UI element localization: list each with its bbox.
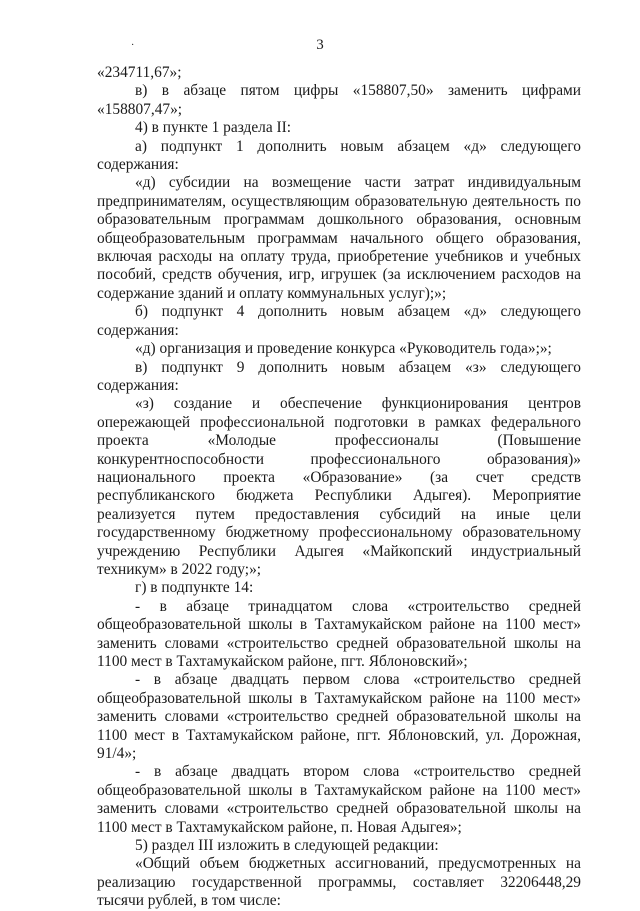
paragraph: «д) организация и проведение конкурса «Руководитель года»;»; (135, 340, 552, 358)
paragraph: - в абзаце тринадцатом слова «строительство средней общеобразовательной школы в Тахтамукайском районе на 1100 мест» заменить словами «строительство средней образовательной школы на 1100 мест в Тахтамукайском районе, пгт. Яблоновский»; (97, 597, 581, 670)
paragraph: - в абзаце двадцать первом слова «строительство средней общеобразовательной школы в Тахтамукайском районе на 1100 мест» заменить словами «строительство средней образовательной школы на 1100 мест в Тахтамукайском районе, пгт. Яблоновский, ул. Дорожная, 91/4»; (97, 671, 581, 763)
paragraph: г) в подпункте 14: (135, 579, 254, 597)
paragraph: 5) раздел III изложить в следующей редакции: (135, 837, 439, 855)
paragraph: «з) создание и обеспечение функционирования центров опережающей профессиональной подготовки в рамках федерального проекта «Молодые профессионалы (Повышение конкурентноспособности профессионального образования)» национального проекта «Образование» (за счет средств республиканского бюджета Республики Адыгея). Мероприятие реализуется путем предоставления субсидий на иные цели государственному бюджетному профессиональному образовательному учреждению Республики Адыгея «Майкопский индустриальный техникум» в 2022 году;»; (97, 395, 581, 578)
paragraph: 4) в пункте 1 раздела II: (135, 119, 292, 137)
scan-mark: · (131, 40, 135, 51)
paragraph: «Общий объем бюджетных ассигнований, предусмотренных на реализацию государственной программы, составляет 32206448,29 тысячи рублей, в том числе: (97, 855, 581, 910)
document-body (97, 64, 581, 911)
paragraph: б) подпункт 4 дополнить новым абзацем «д» следующего содержания: (97, 303, 581, 339)
paragraph: в) в абзаце пятом цифры «158807,50» заменить цифрами «158807,47»; (97, 82, 581, 118)
paragraph: «234711,67»; (97, 64, 182, 81)
paragraph: - в абзаце двадцать втором слова «строительство средней общеобразовательной школы в Тахтамукайском районе на 1100 мест» заменить словами «строительство средней образовательной школы на 1100 мест в Тахтамукайском районе, п. Новая Адыгея»; (97, 763, 581, 836)
paragraph: в) подпункт 9 дополнить новым абзацем «з» следующего содержания: (97, 358, 581, 394)
paragraph: «д) субсидии на возмещение части затрат индивидуальным предпринимателям, осуществляющим образовательную деятельность по образовательным программам дошкольного образования, основным общеобразовательным программам начального общего образования, включая расходы на оплату труда, приобретение учебников и учебных пособий, средств обучения, игр, игрушек (за исключением расходов на содержание зданий и оплату коммунальных услуг);»; (97, 174, 581, 302)
page-number: 3 (316, 37, 324, 53)
paragraph: а) подпункт 1 дополнить новым абзацем «д» следующего содержания: (97, 137, 581, 174)
